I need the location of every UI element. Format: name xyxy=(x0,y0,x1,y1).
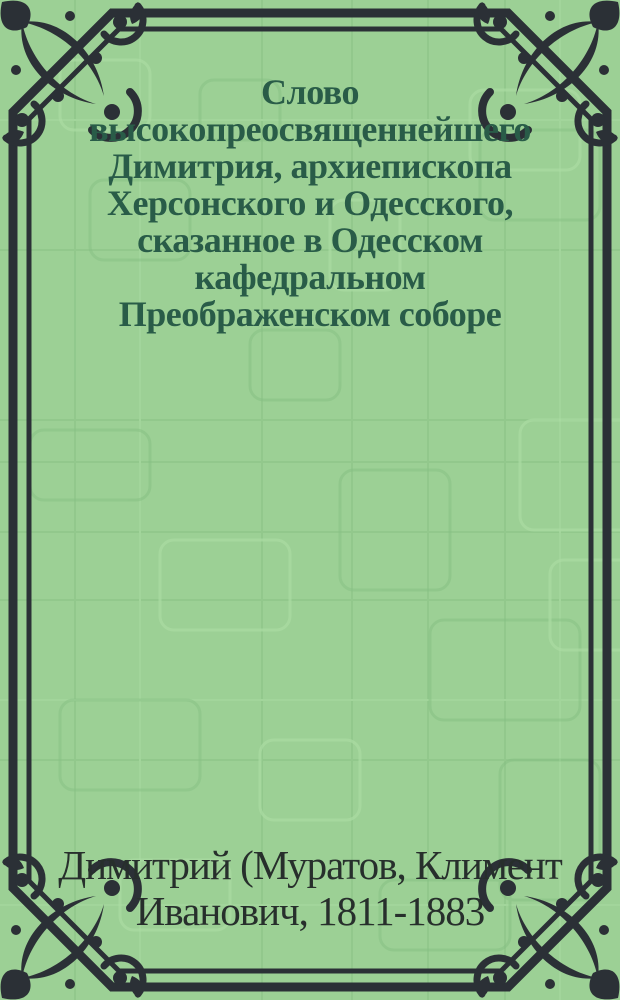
book-title-line: сказанное в Одесском xyxy=(137,220,483,260)
book-title xyxy=(34,74,586,333)
book-title-line: Димитрия, архиепископа xyxy=(108,146,512,186)
book-title-line: Преображенском соборе xyxy=(118,294,502,334)
book-author-line: Иванович, 1811-1883 xyxy=(135,888,485,934)
book-title-line: Слово xyxy=(261,72,359,112)
book-author-line: Димитрий (Муратов, Климент xyxy=(58,842,562,888)
book-author xyxy=(18,842,602,934)
book-title-line: кафедральном xyxy=(194,257,426,297)
book-title-line: высокопреосвященнейшего xyxy=(89,109,531,149)
book-title-line: Херсонского и Одесского, xyxy=(107,183,513,223)
